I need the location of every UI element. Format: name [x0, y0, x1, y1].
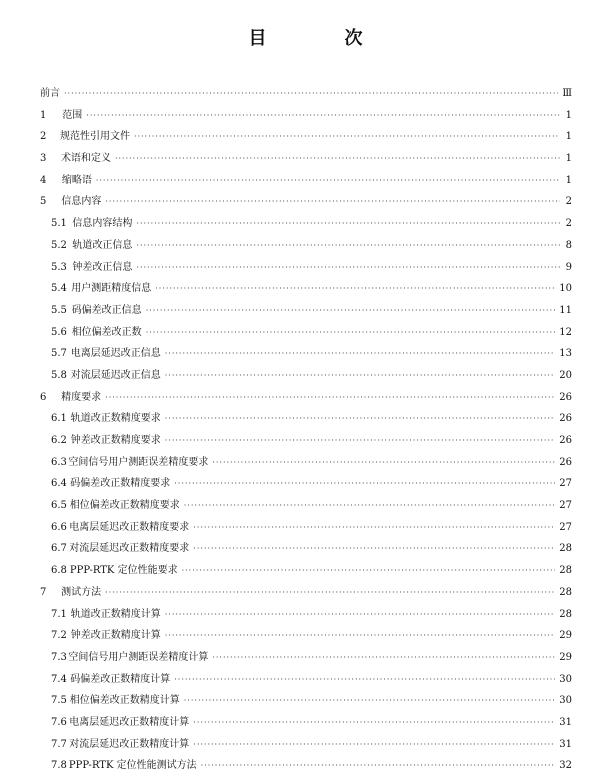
- toc-entry-label: 钟差改正信息: [72, 261, 133, 273]
- toc-entry-label: 范围: [62, 109, 83, 121]
- dot-leader: [165, 371, 556, 380]
- toc-entry-label: 规范性引用文件: [60, 131, 131, 143]
- toc-entry-number: 6.2: [51, 435, 67, 446]
- dot-leader: [86, 111, 560, 120]
- toc-entry-label: 电离层延迟改正数精度计算: [69, 716, 190, 728]
- toc-entry-label: 码偏差改正数精度要求: [70, 478, 171, 490]
- toc-entry-label: 空间信号用户测距误差精度计算: [68, 651, 209, 663]
- toc-entry-label: PPP-RTK 定位性能要求: [69, 565, 178, 577]
- toc-entry-label: 信息内容: [61, 196, 102, 208]
- toc-entry[interactable]: [40, 670, 572, 692]
- toc-entry[interactable]: [40, 583, 572, 605]
- toc-entry[interactable]: [40, 626, 572, 648]
- toc-entry-label: 测试方法: [61, 586, 102, 598]
- toc-entry-page: 13: [559, 348, 572, 360]
- toc-entry-number: 2: [40, 131, 47, 143]
- dot-leader: [165, 414, 556, 423]
- dot-leader: [146, 306, 556, 315]
- toc-entry-label: 相位偏差改正数精度计算: [69, 695, 180, 707]
- toc-entry-page: 28: [559, 608, 572, 620]
- toc-entry-number: 6.4: [51, 478, 67, 490]
- toc-entry-label: 相位偏差改正数: [71, 326, 142, 338]
- toc-entry-number: 5.2: [51, 239, 67, 251]
- toc-entry-label: 对流层延迟改正信息: [70, 369, 161, 381]
- toc-entry-number: 5.3: [51, 261, 67, 273]
- toc-entry[interactable]: [40, 149, 572, 171]
- dot-leader: [105, 588, 555, 597]
- toc-entry-page: 29: [559, 651, 572, 663]
- dot-leader: [184, 501, 556, 510]
- toc-entry-number: 5.1: [51, 218, 67, 230]
- toc-entry-page: 31: [559, 738, 572, 750]
- dot-leader: [201, 761, 556, 770]
- toc-entry-page: 28: [559, 586, 572, 598]
- toc-entry-page: 26: [559, 435, 572, 446]
- toc-entry-page: Ⅲ: [562, 88, 572, 99]
- toc-entry[interactable]: [40, 518, 572, 540]
- toc-entry[interactable]: [40, 127, 572, 149]
- toc-entry-label: 前言: [40, 88, 60, 99]
- toc-entry-number: 5: [40, 196, 47, 208]
- toc-entry-label: 电离层延迟改正信息: [70, 348, 161, 360]
- toc-entry-label: 对流层延迟改正数精度计算: [69, 738, 190, 750]
- dot-leader: [136, 219, 560, 228]
- toc-entry-page: 2: [565, 218, 572, 230]
- toc-entry[interactable]: [40, 323, 572, 345]
- toc-entry[interactable]: [40, 301, 572, 323]
- toc-entry[interactable]: [40, 713, 572, 735]
- toc-entry-page: 28: [559, 565, 572, 577]
- dot-leader: [146, 328, 556, 337]
- toc-entry-page: 27: [559, 521, 572, 533]
- toc-entry[interactable]: [40, 561, 572, 583]
- toc-entry-number: 7.1: [51, 608, 67, 620]
- toc-entry-label: 术语和定义: [60, 153, 111, 165]
- toc-entry-number: 7: [40, 586, 47, 598]
- dot-leader: [174, 675, 555, 684]
- toc-entry[interactable]: [40, 214, 572, 236]
- toc-entry-number: 5.5: [51, 304, 67, 316]
- toc-entry-number: 6.1: [51, 413, 67, 425]
- toc-entry-number: 7.8: [51, 760, 67, 772]
- toc-entry-page: 12: [559, 326, 572, 338]
- toc-entry[interactable]: [40, 84, 572, 106]
- toc-entry-label: 码偏差改正数精度计算: [70, 673, 171, 685]
- toc-entry-page: 29: [559, 630, 572, 642]
- dot-leader: [155, 284, 555, 293]
- toc-entry-page: 30: [559, 695, 572, 707]
- toc-entry-label: 缩略语: [61, 174, 92, 186]
- toc-entry-number: 6.8: [51, 565, 67, 577]
- toc-entry[interactable]: [40, 409, 572, 431]
- toc-entry-label: 空间信号用户测距误差精度要求: [68, 456, 209, 468]
- dot-leader: [136, 241, 560, 250]
- toc-entry-label: 对流层延迟改正数精度要求: [69, 543, 190, 555]
- toc-entry-number: 7.5: [51, 695, 67, 707]
- dot-leader: [193, 718, 555, 727]
- toc-entry-label: 轨道改正数精度要求: [70, 413, 161, 425]
- page-title: 目 次: [248, 28, 393, 49]
- toc-entry-label: 轨道改正信息: [72, 239, 133, 251]
- toc-entry-page: 26: [559, 391, 572, 403]
- toc-entry-number: 6.3: [51, 456, 67, 468]
- toc-entry-page: 2: [565, 196, 572, 208]
- toc-entry[interactable]: [40, 496, 572, 518]
- toc-entry[interactable]: [40, 691, 572, 713]
- toc-entry-page: 8: [565, 239, 572, 251]
- toc-entry[interactable]: [40, 735, 572, 757]
- dot-leader: [193, 523, 555, 532]
- toc-entry[interactable]: [40, 344, 572, 366]
- toc-entry[interactable]: [40, 192, 572, 214]
- toc-entry-label: PPP-RTK 定位性能测试方法: [68, 760, 197, 772]
- toc-entry[interactable]: [40, 236, 572, 258]
- dot-leader: [165, 349, 556, 358]
- toc-entry-number: 7.7: [51, 738, 67, 750]
- dot-leader: [174, 479, 555, 488]
- toc-entry-number: 6: [40, 391, 47, 403]
- dot-leader: [165, 436, 556, 445]
- toc-entry-page: 26: [559, 456, 572, 468]
- dot-leader: [212, 653, 555, 662]
- toc-entry[interactable]: [40, 756, 572, 778]
- toc-entry-label: 电离层延迟改正数精度要求: [69, 521, 190, 533]
- toc-entry[interactable]: [40, 258, 572, 280]
- toc-entry[interactable]: [40, 279, 572, 301]
- toc-entry-page: 31: [559, 716, 572, 728]
- toc-entry-number: 3: [40, 153, 47, 165]
- toc-entry-page: 1: [565, 153, 572, 165]
- toc-entry-number: 6.7: [51, 543, 67, 555]
- dot-leader: [105, 393, 555, 402]
- toc-entry-page: 26: [559, 413, 572, 425]
- dot-leader: [165, 610, 556, 619]
- toc-entry-label: 相位偏差改正数精度要求: [69, 500, 180, 512]
- toc-entry-page: 28: [559, 543, 572, 555]
- toc-entry-label: 精度要求: [61, 391, 102, 403]
- toc-entry-number: 5.6: [51, 326, 67, 338]
- dot-leader: [136, 263, 560, 272]
- table-of-contents: [40, 84, 572, 778]
- toc-entry-number: 6.6: [51, 521, 67, 533]
- toc-entry[interactable]: [40, 539, 572, 561]
- toc-entry[interactable]: [40, 431, 572, 453]
- toc-entry-number: 7.6: [51, 716, 67, 728]
- toc-entry[interactable]: [40, 366, 572, 388]
- dot-leader: [193, 544, 555, 553]
- toc-entry[interactable]: [40, 453, 572, 475]
- toc-entry-page: 32: [559, 760, 572, 772]
- toc-entry-label: 钟差改正数精度计算: [70, 630, 161, 642]
- toc-entry-page: 1: [565, 131, 572, 143]
- toc-entry-number: 4: [40, 174, 47, 186]
- toc-entry-number: 7.2: [51, 630, 67, 642]
- toc-entry-page: 11: [559, 304, 572, 316]
- toc-entry-number: 5.4: [51, 283, 67, 295]
- toc-entry[interactable]: [40, 388, 572, 410]
- toc-entry[interactable]: [40, 474, 572, 496]
- toc-entry-number: 5.7: [51, 348, 67, 360]
- toc-entry-label: 轨道改正数精度计算: [70, 608, 161, 620]
- toc-entry-page: 20: [559, 369, 572, 381]
- toc-entry-number: 7.4: [51, 673, 67, 685]
- toc-entry-label: 信息内容结构: [72, 218, 133, 230]
- toc-entry-number: 7.3: [51, 651, 67, 663]
- toc-entry-page: 27: [559, 500, 572, 512]
- toc-entry-number: 6.5: [51, 500, 67, 512]
- toc-entry-page: 27: [559, 478, 572, 490]
- dot-leader: [115, 154, 560, 163]
- dot-leader: [64, 89, 558, 98]
- toc-entry[interactable]: [40, 605, 572, 627]
- dot-leader: [134, 132, 560, 141]
- dot-leader: [193, 740, 555, 749]
- toc-entry[interactable]: [40, 171, 572, 193]
- dot-leader: [212, 458, 555, 467]
- toc-entry-label: 码偏差改正信息: [71, 304, 142, 316]
- dot-leader: [165, 631, 556, 640]
- toc-entry-page: 1: [565, 174, 572, 186]
- toc-entry-number: 5.8: [51, 369, 67, 381]
- toc-entry-page: 10: [559, 283, 572, 295]
- dot-leader: [184, 696, 556, 705]
- toc-entry-page: 30: [559, 673, 572, 685]
- dot-leader: [105, 197, 560, 206]
- dot-leader: [182, 566, 556, 575]
- toc-entry-label: 钟差改正数精度要求: [70, 435, 161, 446]
- dot-leader: [96, 176, 560, 185]
- toc-entry[interactable]: [40, 106, 572, 128]
- toc-entry-number: 1: [40, 109, 47, 121]
- toc-entry-page: 9: [565, 261, 572, 273]
- toc-entry-label: 用户测距精度信息: [71, 283, 152, 295]
- toc-entry[interactable]: [40, 648, 572, 670]
- toc-entry-page: 1: [565, 109, 572, 121]
